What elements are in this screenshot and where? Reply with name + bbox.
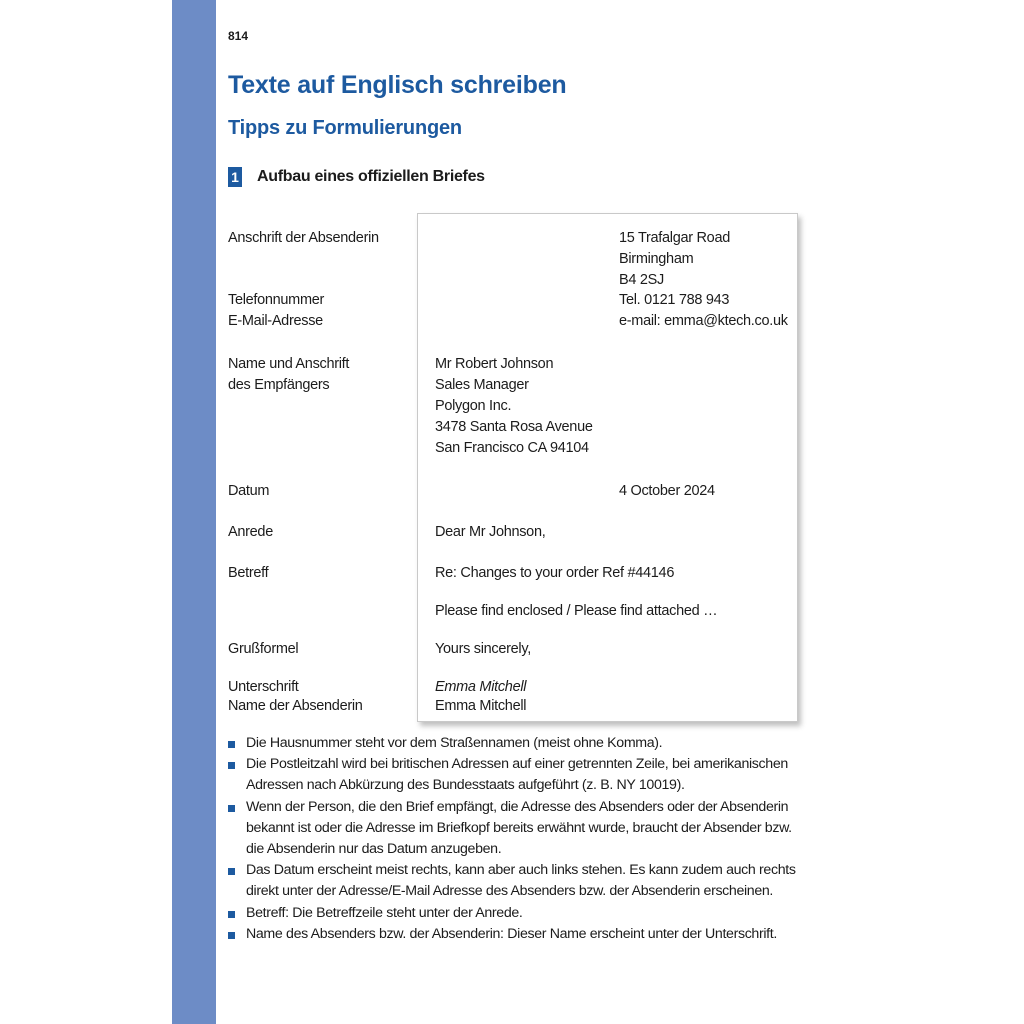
list-item: Wenn der Person, die den Brief empfängt, die Adresse des Absenders oder der Absenderin bekannt ist oder die Adresse im Briefkopf bereits erwähnt wurde, braucht der Absender bzw. die Absenderin nur das Datum anzugeben. xyxy=(228,797,800,861)
letter-sender-city: Birmingham xyxy=(619,251,694,267)
label-signature: Unterschrift xyxy=(228,679,299,695)
letter-recipient-city: San Francisco CA 94104 xyxy=(435,440,589,456)
page-number: 814 xyxy=(228,29,249,43)
label-closing: Grußformel xyxy=(228,641,299,657)
letter-recipient-position: Sales Manager xyxy=(435,377,529,393)
bullet-square-icon xyxy=(228,762,235,769)
label-sender-address: Anschrift der Absenderin xyxy=(228,230,379,246)
section-heading xyxy=(228,167,485,187)
bullet-square-icon xyxy=(228,932,235,939)
letter-subject: Re: Changes to your order Ref #44146 xyxy=(435,565,675,581)
notes-list xyxy=(228,733,800,945)
section-number-badge: 1 xyxy=(228,167,242,187)
page-subtitle: Tipps zu Formulierungen xyxy=(228,117,462,139)
label-date: Datum xyxy=(228,483,270,499)
letter-recipient-street: 3478 Santa Rosa Avenue xyxy=(435,419,593,435)
letter-signature: Emma Mitchell xyxy=(435,679,527,695)
letter-sender-street: 15 Trafalgar Road xyxy=(619,230,730,246)
letter-recipient-name: Mr Robert Johnson xyxy=(435,356,554,372)
list-item: Name des Absenders bzw. der Absenderin: Dieser Name erscheint unter der Unterschrift. xyxy=(228,924,800,945)
label-salutation: Anrede xyxy=(228,524,273,540)
list-item: Die Postleitzahl wird bei britischen Adressen auf einer getrennten Zeile, bei amerikanischen Adressen nach Abkürzung des Bundesstaats aufgeführt (z. B. NY 10019). xyxy=(228,754,800,796)
label-subject: Betreff xyxy=(228,565,269,581)
letter-sender-name: Emma Mitchell xyxy=(435,698,527,714)
label-sender-name: Name der Absenderin xyxy=(228,698,363,714)
section-title: Aufbau eines offiziellen Briefes xyxy=(257,168,485,185)
letter-sender-postcode: B4 2SJ xyxy=(619,272,664,288)
bullet-square-icon xyxy=(228,805,235,812)
sidebar-color-band xyxy=(172,0,216,1024)
letter-body: Please find enclosed / Please find attached … xyxy=(435,603,718,619)
list-item: Betreff: Die Betreffzeile steht unter der Anrede. xyxy=(228,903,800,924)
list-item: Das Datum erscheint meist rechts, kann aber auch links stehen. Es kann zudem auch rechts direkt unter der Adresse/E-Mail Adresse des Absenders bzw. der Absenderin erscheinen. xyxy=(228,860,800,902)
letter-date: 4 October 2024 xyxy=(619,483,715,499)
label-email: E-Mail-Adresse xyxy=(228,313,323,329)
label-phone: Telefonnummer xyxy=(228,292,325,308)
letter-salutation: Dear Mr Johnson, xyxy=(435,524,546,540)
letter-sender-email: e-mail: emma@ktech.co.uk xyxy=(619,313,788,329)
letter-sender-phone: Tel. 0121 788 943 xyxy=(619,292,730,308)
label-recipient-line-1: Name und Anschrift xyxy=(228,356,350,372)
list-item: Die Hausnummer steht vor dem Straßennamen (meist ohne Komma). xyxy=(228,733,800,754)
label-recipient-line-2: des Empfängers xyxy=(228,377,330,393)
letter-recipient-company: Polygon Inc. xyxy=(435,398,512,414)
page-title: Texte auf Englisch schreiben xyxy=(228,71,567,99)
letter-closing: Yours sincerely, xyxy=(435,641,531,657)
bullet-square-icon xyxy=(228,868,235,875)
bullet-square-icon xyxy=(228,741,235,748)
bullet-square-icon xyxy=(228,911,235,918)
